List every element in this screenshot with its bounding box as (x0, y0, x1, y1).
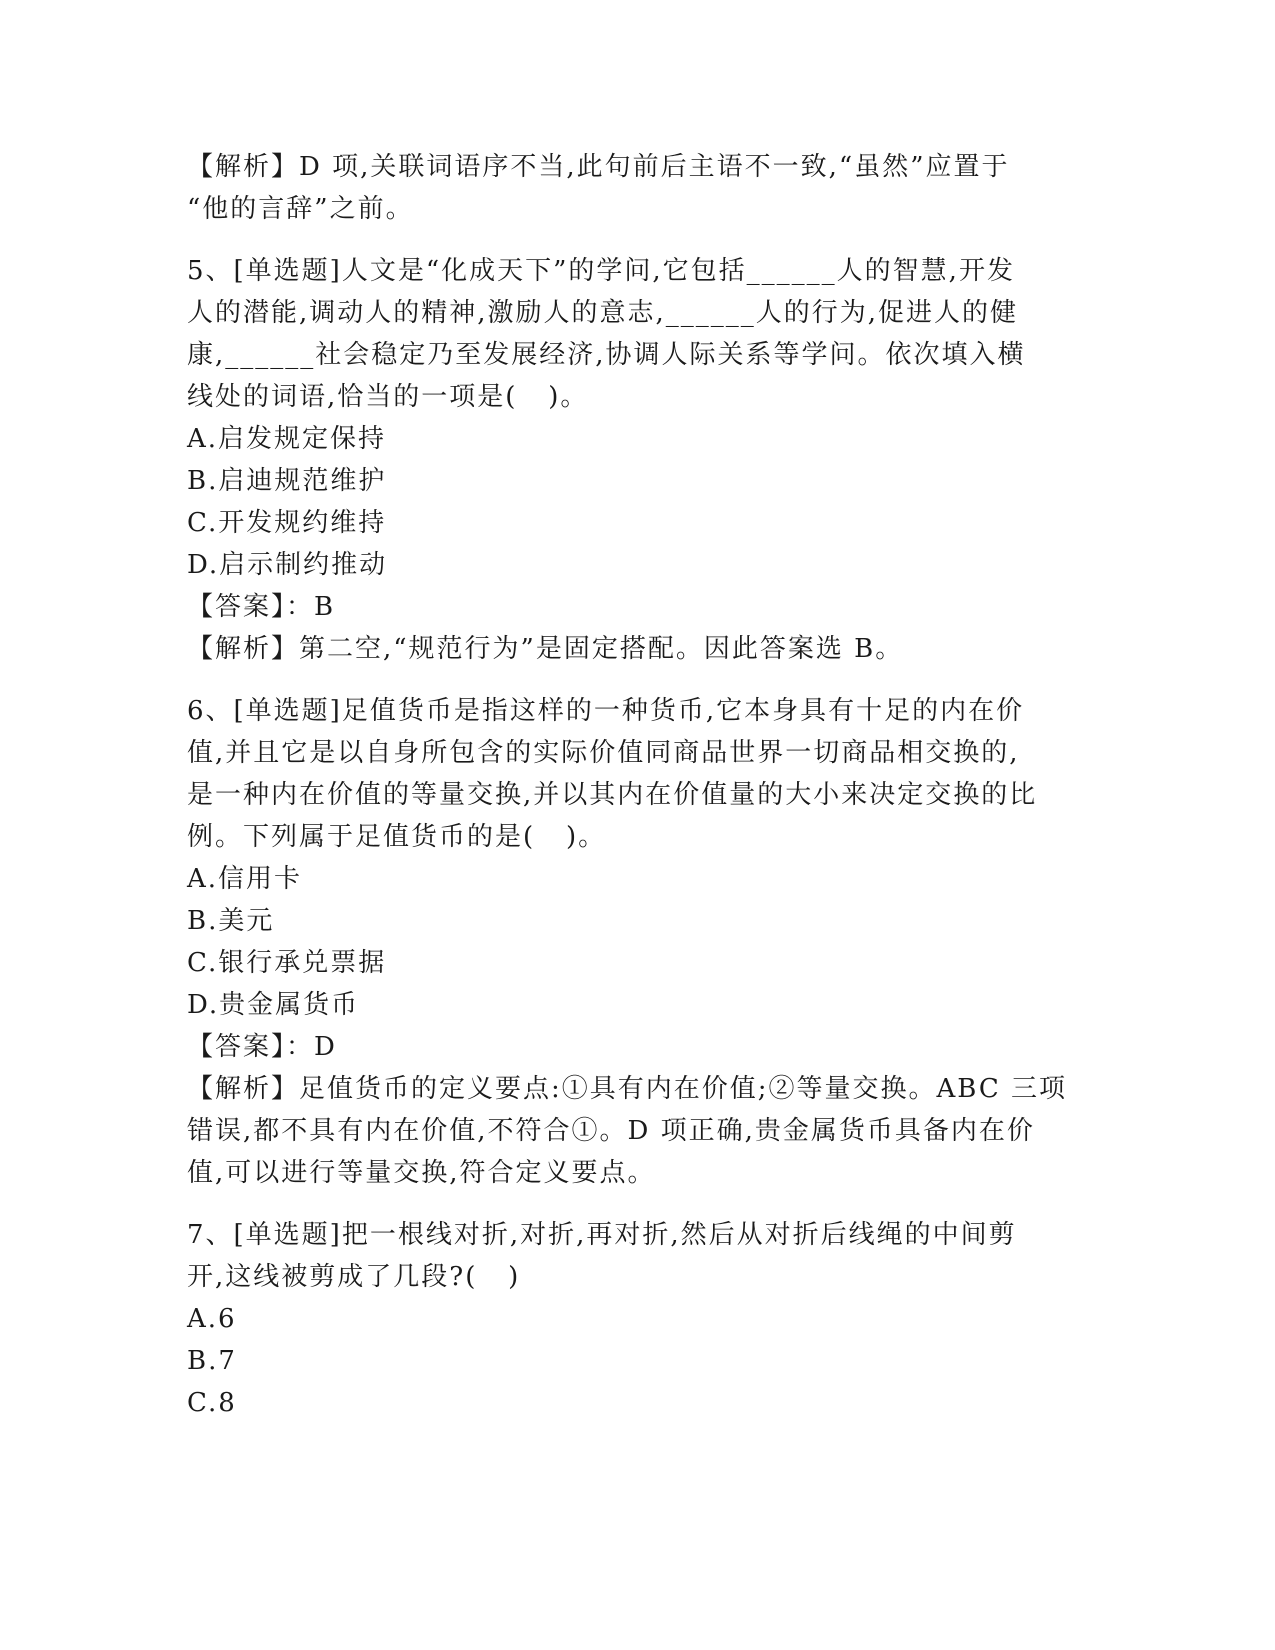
option-a: A.信用卡 (187, 864, 303, 894)
explanation-line: 值,可以进行等量交换,符合定义要点。 (187, 1158, 656, 1188)
option-a: A.6 (187, 1304, 237, 1334)
option-b: B.启迪规范维护 (187, 466, 387, 496)
question-stem-line: 是一种内在价值的等量交换,并以其内在价值量的大小来决定交换的比 (187, 780, 1038, 810)
option-c: C.开发规约维持 (187, 508, 387, 538)
question-stem-line: 值,并且它是以自身所包含的实际价值同商品世界一切商品相交换的, (187, 738, 1020, 768)
question-stem-line: 开,这线被剪成了几段?( ) (187, 1262, 521, 1292)
question-stem-line: 例。下列属于足值货币的是( )。 (187, 822, 607, 852)
question-stem-line: 人的潜能,调动人的精神,激励人的意志,______人的行为,促进人的健 (187, 298, 1019, 328)
explanation-line: 【解析】足值货币的定义要点:①具有内在价值;②等量交换。ABC 三项 (187, 1074, 1068, 1104)
explanation-line: 错误,都不具有内在价值,不符合①。D 项正确,贵金属货币具备内在价 (187, 1116, 1035, 1146)
option-b: B.7 (187, 1346, 237, 1376)
option-c: C.银行承兑票据 (187, 948, 387, 978)
option-b: B.美元 (187, 906, 275, 936)
question-7 (187, 1214, 1087, 1424)
explanation-line: 【解析】第二空,“规范行为”是固定搭配。因此答案选 B。 (187, 634, 904, 664)
answer-line: 【答案】：B (187, 592, 336, 622)
answer-line: 【答案】：D (187, 1032, 337, 1062)
explanation-line: 【解析】D 项,关联词语序不当,此句前后主语不一致,“虽然”应置于 (187, 152, 1010, 182)
option-a: A.启发规定保持 (187, 424, 387, 454)
question-stem-line: 康,______社会稳定乃至发展经济,协调人际关系等学问。依次填入横 (187, 340, 1026, 370)
question-stem-line: 线处的词语,恰当的一项是( )。 (187, 382, 589, 412)
question-stem-line: 6、[单选题]足值货币是指这样的一种货币,它本身具有十足的内在价 (187, 696, 1025, 726)
explanation-line: “他的言辞”之前。 (187, 194, 414, 224)
question-stem-line: 7、[单选题]把一根线对折,对折,再对折,然后从对折后线绳的中间剪 (187, 1220, 1017, 1250)
document-page (187, 146, 1087, 1424)
prev-explanation (187, 146, 1087, 230)
option-c: C.8 (187, 1388, 237, 1418)
option-d: D.启示制约推动 (187, 550, 388, 580)
question-stem-line: 5、[单选题]人文是“化成天下”的学问,它包括______人的智慧,开发 (187, 256, 1015, 286)
question-5 (187, 250, 1087, 670)
question-6 (187, 690, 1087, 1194)
option-d: D.贵金属货币 (187, 990, 360, 1020)
